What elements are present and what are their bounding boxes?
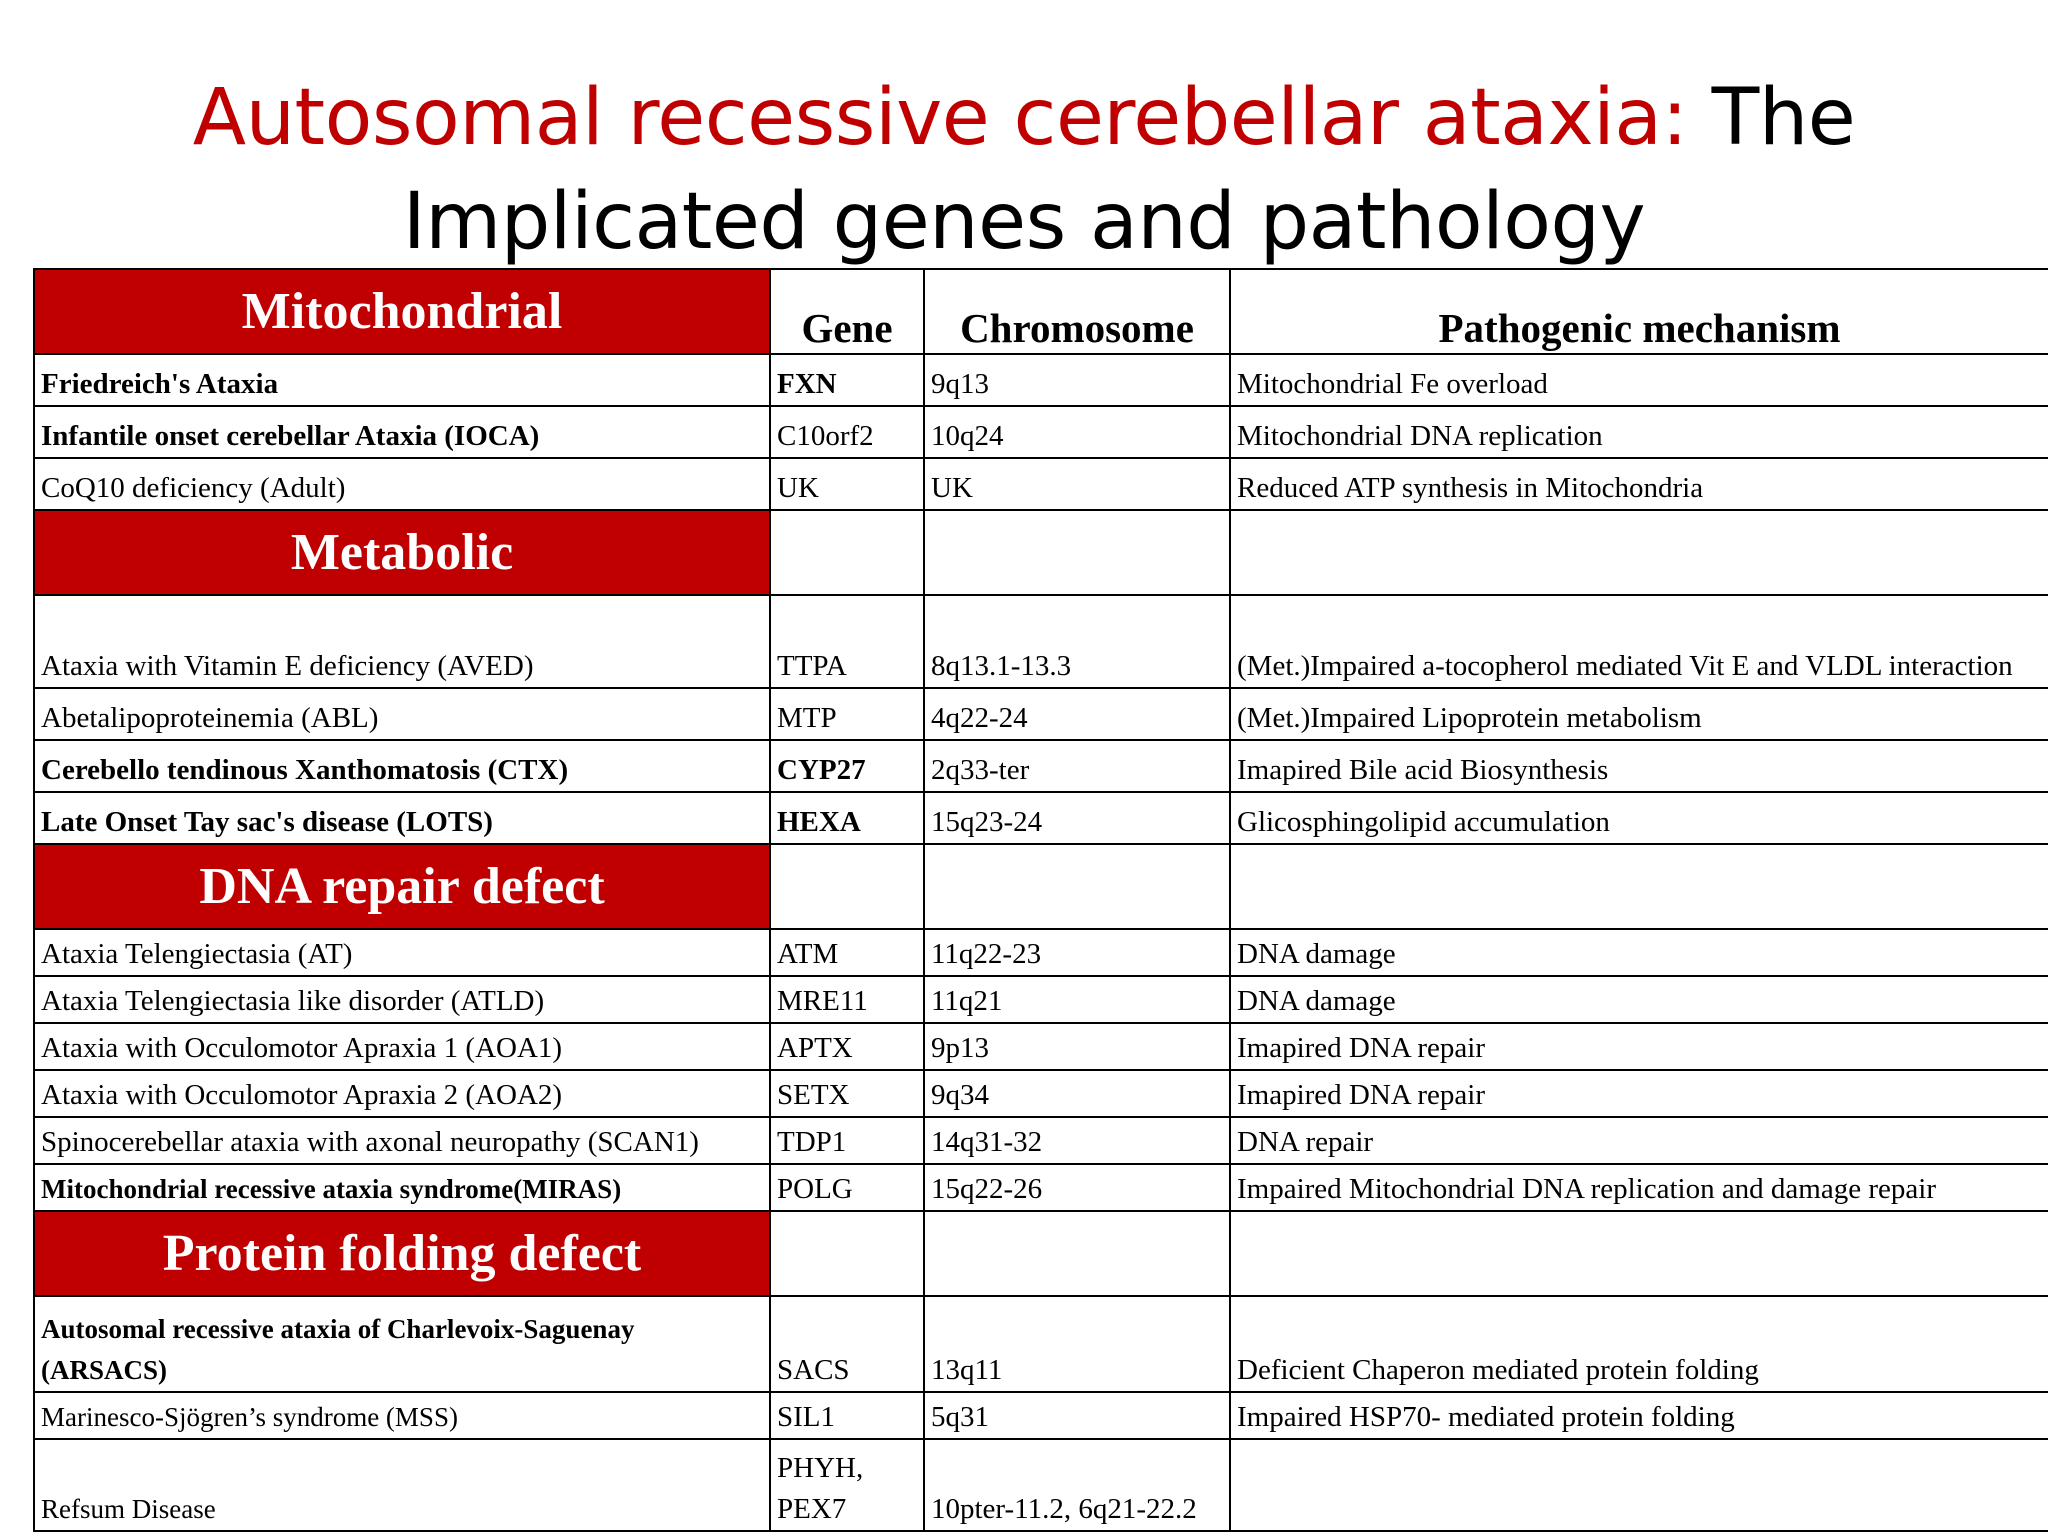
gene-cell: PHYH, PEX7 [770, 1439, 924, 1531]
gene-cell: C10orf2 [770, 406, 924, 458]
gene-cell: CYP27 [770, 740, 924, 792]
table-row [34, 976, 2048, 1023]
chromosome-cell: 9q13 [924, 354, 1230, 406]
chromosome-cell: 10q24 [924, 406, 1230, 458]
chromosome-cell: 5q31 [924, 1392, 1230, 1439]
disease-cell: Infantile onset cerebellar Ataxia (IOCA) [34, 406, 770, 458]
table-row [34, 354, 2048, 406]
section-row [34, 510, 2048, 595]
title-black-part: The Implicated genes and pathology [402, 73, 1856, 267]
empty-cell [1230, 510, 2048, 595]
mechanism-cell: DNA damage [1230, 929, 2048, 976]
empty-cell [924, 844, 1230, 929]
table-row [34, 1296, 2048, 1392]
section-row [34, 844, 2048, 929]
mechanism-header: Pathogenic mechanism [1230, 269, 2048, 354]
table-row [34, 406, 2048, 458]
gene-cell: TTPA [770, 595, 924, 688]
gene-cell: ATM [770, 929, 924, 976]
chromosome-cell: 4q22-24 [924, 688, 1230, 740]
empty-cell [770, 510, 924, 595]
disease-cell: Ataxia with Vitamin E deficiency (AVED) [34, 595, 770, 688]
disease-cell: Mitochondrial recessive ataxia syndrome(MIRAS) [34, 1164, 770, 1211]
chromosome-cell: 13q11 [924, 1296, 1230, 1392]
section-metabolic: Metabolic [34, 510, 770, 595]
disease-cell: CoQ10 deficiency (Adult) [34, 458, 770, 510]
table-row [34, 458, 2048, 510]
mechanism-cell: Glicosphingolipid accumulation [1230, 792, 2048, 844]
table-row [34, 1439, 2048, 1531]
chromosome-cell: 10pter-11.2, 6q21-22.2 [924, 1439, 1230, 1531]
chromosome-cell: 15q23-24 [924, 792, 1230, 844]
chromosome-cell: 9q34 [924, 1070, 1230, 1117]
disease-cell: Late Onset Tay sac's disease (LOTS) [34, 792, 770, 844]
section-protein-folding: Protein folding defect [34, 1211, 770, 1296]
disease-cell: Marinesco-Sjögren’s syndrome (MSS) [34, 1392, 770, 1439]
section-row [34, 1211, 2048, 1296]
title-red-part: Autosomal recessive cerebellar ataxia: [192, 73, 1688, 163]
mechanism-cell: Imapired Bile acid Biosynthesis [1230, 740, 2048, 792]
table-row [34, 1392, 2048, 1439]
gene-cell: HEXA [770, 792, 924, 844]
disease-cell: Abetalipoproteinemia (ABL) [34, 688, 770, 740]
gene-cell: FXN [770, 354, 924, 406]
mechanism-cell: (Met.)Impaired Lipoprotein metabolism [1230, 688, 2048, 740]
table-row [34, 1070, 2048, 1117]
mechanism-cell: Deficient Chaperon mediated protein folding [1230, 1296, 2048, 1392]
disease-cell: Ataxia Telengiectasia (AT) [34, 929, 770, 976]
table-row [34, 595, 2048, 688]
table-row [34, 792, 2048, 844]
mechanism-cell: DNA repair [1230, 1117, 2048, 1164]
empty-cell [1230, 844, 2048, 929]
disease-cell: Ataxia Telengiectasia like disorder (ATLD) [34, 976, 770, 1023]
table-row [34, 688, 2048, 740]
gene-cell: POLG [770, 1164, 924, 1211]
mechanism-cell: (Met.)Impaired a-tocopherol mediated Vit E and VLDL interaction [1230, 595, 2048, 688]
chromosome-cell: 14q31-32 [924, 1117, 1230, 1164]
table-row [34, 1117, 2048, 1164]
disease-cell: Autosomal recessive ataxia of Charlevoix-Saguenay (ARSACS) [34, 1296, 770, 1392]
chromosome-cell: 15q22-26 [924, 1164, 1230, 1211]
empty-cell [924, 510, 1230, 595]
gene-cell: SACS [770, 1296, 924, 1392]
mechanism-cell: Imapired DNA repair [1230, 1023, 2048, 1070]
mechanism-cell: Imapired DNA repair [1230, 1070, 2048, 1117]
table-row [34, 740, 2048, 792]
mechanism-cell: Impaired Mitochondrial DNA replication and damage repair [1230, 1164, 2048, 1211]
chromosome-cell: 2q33-ter [924, 740, 1230, 792]
gene-cell: MTP [770, 688, 924, 740]
section-mitochondrial: Mitochondrial [34, 269, 770, 354]
mechanism-cell: Reduced ATP synthesis in Mitochondria [1230, 458, 2048, 510]
table-row [34, 1023, 2048, 1070]
empty-cell [770, 844, 924, 929]
chromosome-cell: UK [924, 458, 1230, 510]
section-dna-repair: DNA repair defect [34, 844, 770, 929]
gene-cell: TDP1 [770, 1117, 924, 1164]
gene-header: Gene [770, 269, 924, 354]
mechanism-cell: Mitochondrial Fe overload [1230, 354, 2048, 406]
gene-cell: APTX [770, 1023, 924, 1070]
disease-cell: Cerebello tendinous Xanthomatosis (CTX) [34, 740, 770, 792]
gene-cell: MRE11 [770, 976, 924, 1023]
gene-cell: UK [770, 458, 924, 510]
chromosome-cell: 8q13.1-13.3 [924, 595, 1230, 688]
chromosome-cell: 9p13 [924, 1023, 1230, 1070]
mechanism-cell [1230, 1439, 2048, 1531]
chromosome-cell: 11q21 [924, 976, 1230, 1023]
table-row [34, 929, 2048, 976]
mechanism-cell: Mitochondrial DNA replication [1230, 406, 2048, 458]
disease-cell: Refsum Disease [34, 1439, 770, 1531]
disease-cell: Ataxia with Occulomotor Apraxia 1 (AOA1) [34, 1023, 770, 1070]
chromosome-header: Chromosome [924, 269, 1230, 354]
disease-cell: Friedreich's Ataxia [34, 354, 770, 406]
chromosome-cell: 11q22-23 [924, 929, 1230, 976]
gene-cell: SETX [770, 1070, 924, 1117]
slide-title [0, 66, 2048, 274]
gene-cell: SIL1 [770, 1392, 924, 1439]
table-row [34, 1164, 2048, 1211]
ataxia-genes-table [33, 268, 2048, 1532]
empty-cell [770, 1211, 924, 1296]
table-header-row [34, 269, 2048, 354]
mechanism-cell: Impaired HSP70- mediated protein folding [1230, 1392, 2048, 1439]
disease-cell: Spinocerebellar ataxia with axonal neuropathy (SCAN1) [34, 1117, 770, 1164]
empty-cell [924, 1211, 1230, 1296]
disease-cell: Ataxia with Occulomotor Apraxia 2 (AOA2) [34, 1070, 770, 1117]
mechanism-cell: DNA damage [1230, 976, 2048, 1023]
empty-cell [1230, 1211, 2048, 1296]
